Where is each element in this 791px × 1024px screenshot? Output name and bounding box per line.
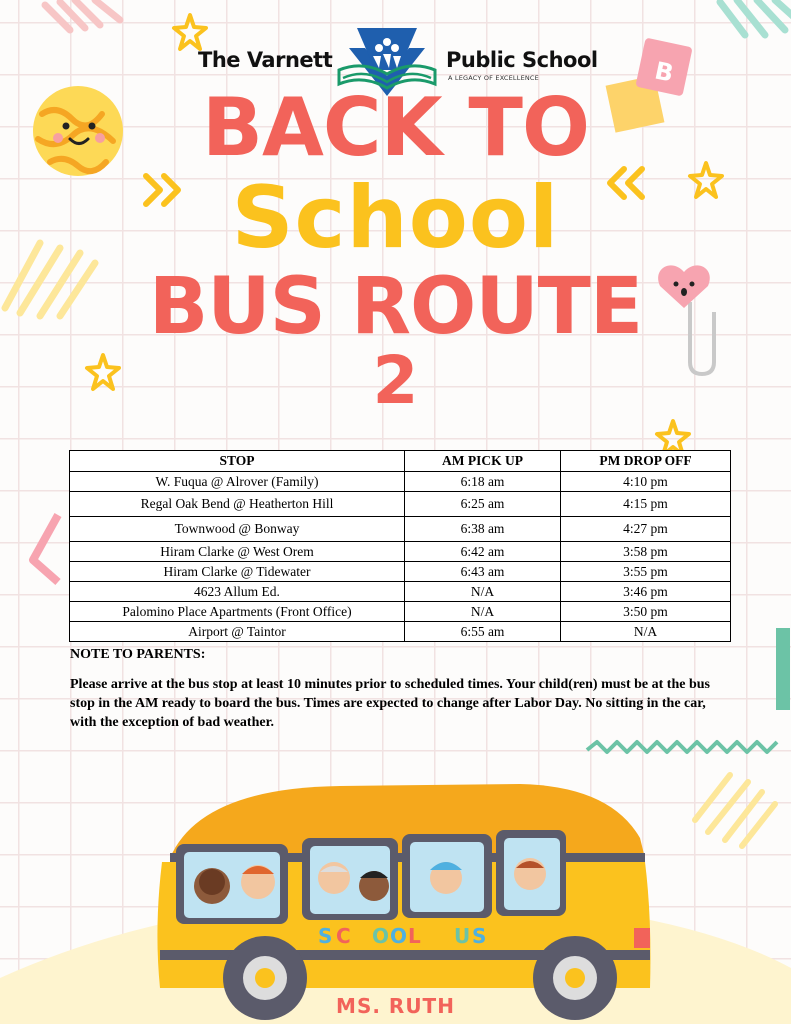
pm-cell: N/A bbox=[561, 622, 731, 642]
pm-cell: 3:55 pm bbox=[561, 562, 731, 582]
pm-cell: 3:46 pm bbox=[561, 582, 731, 602]
table-row bbox=[70, 582, 731, 602]
pm-cell: 4:27 pm bbox=[561, 517, 731, 542]
zigzag-icon bbox=[585, 738, 785, 758]
stop-cell: 4623 Allum Ed. bbox=[70, 582, 405, 602]
table-row bbox=[70, 622, 731, 642]
stop-cell: W. Fuqua @ Alrover (Family) bbox=[70, 472, 405, 492]
table-row bbox=[70, 542, 731, 562]
pm-cell: 3:58 pm bbox=[561, 542, 731, 562]
bus-label-letter: O bbox=[372, 924, 390, 948]
header-am-pickup: AM PICK UP bbox=[405, 451, 561, 472]
bus-label bbox=[318, 924, 486, 948]
am-cell: 6:18 am bbox=[405, 472, 561, 492]
header-stop: STOP bbox=[70, 451, 405, 472]
triangle-decoration bbox=[28, 510, 68, 590]
am-cell: 6:25 am bbox=[405, 492, 561, 517]
table-row bbox=[70, 492, 731, 517]
star-icon bbox=[172, 12, 208, 52]
bus-route-table bbox=[69, 450, 731, 642]
bus-label-letter: L bbox=[408, 924, 421, 948]
note-body: Please arrive at the bus stop at least 10 minutes prior to scheduled times. Your child(ren) must be at the bus stop in the AM ready to board the bus. Times are expected to change after Labor Day. No sitting in the car, with the exception of bad weather. bbox=[70, 677, 710, 730]
am-cell: N/A bbox=[405, 602, 561, 622]
pm-cell: 4:15 pm bbox=[561, 492, 731, 517]
title-line-3: BUS ROUTE bbox=[148, 262, 643, 352]
table-row bbox=[70, 602, 731, 622]
bus-label-letter: B bbox=[436, 924, 452, 948]
school-tagline: A LEGACY OF EXCELLENCE bbox=[448, 74, 539, 82]
note-heading: NOTE TO PARENTS: bbox=[70, 647, 206, 662]
school-name-right: Public School bbox=[446, 48, 598, 72]
header-pm-dropoff: PM DROP OFF bbox=[561, 451, 731, 472]
bus-label-letter: S bbox=[472, 924, 487, 948]
bar-decoration bbox=[772, 628, 791, 718]
stop-cell: Hiram Clarke @ Tidewater bbox=[70, 562, 405, 582]
star-icon bbox=[655, 418, 691, 450]
am-cell: 6:43 am bbox=[405, 562, 561, 582]
table-header-row bbox=[70, 451, 731, 472]
am-cell: N/A bbox=[405, 582, 561, 602]
stop-cell: Townwood @ Bonway bbox=[70, 517, 405, 542]
stop-cell: Hiram Clarke @ West Orem bbox=[70, 542, 405, 562]
scribble-decoration bbox=[715, 0, 791, 50]
footer-name: MS. RUTH bbox=[336, 994, 455, 1018]
stop-cell: Regal Oak Bend @ Heatherton Hill bbox=[70, 492, 405, 517]
bus-label-letter: U bbox=[454, 924, 471, 948]
title-line-2: School bbox=[231, 168, 560, 268]
bus-label-letter: O bbox=[390, 924, 408, 948]
block-letter: B bbox=[652, 56, 676, 88]
pm-cell: 3:50 pm bbox=[561, 602, 731, 622]
title-line-1: BACK TO bbox=[201, 81, 590, 174]
am-cell: 6:38 am bbox=[405, 517, 561, 542]
am-cell: 6:55 am bbox=[405, 622, 561, 642]
pm-cell: 4:10 pm bbox=[561, 472, 731, 492]
am-cell: 6:42 am bbox=[405, 542, 561, 562]
table-row bbox=[70, 472, 731, 492]
school-bus-icon bbox=[140, 778, 660, 1024]
route-number: 2 bbox=[372, 342, 419, 419]
bus-label-letter: C bbox=[336, 924, 351, 948]
bus-label-letter: H bbox=[354, 924, 371, 948]
school-name-left: The Varnett bbox=[198, 48, 333, 72]
stop-cell: Palomino Place Apartments (Front Office) bbox=[70, 602, 405, 622]
table-row bbox=[70, 562, 731, 582]
stop-cell: Airport @ Taintor bbox=[70, 622, 405, 642]
scribble-decoration bbox=[690, 770, 780, 850]
scribble-decoration bbox=[40, 0, 120, 40]
bus-label-letter: S bbox=[318, 924, 333, 948]
table-row bbox=[70, 517, 731, 542]
